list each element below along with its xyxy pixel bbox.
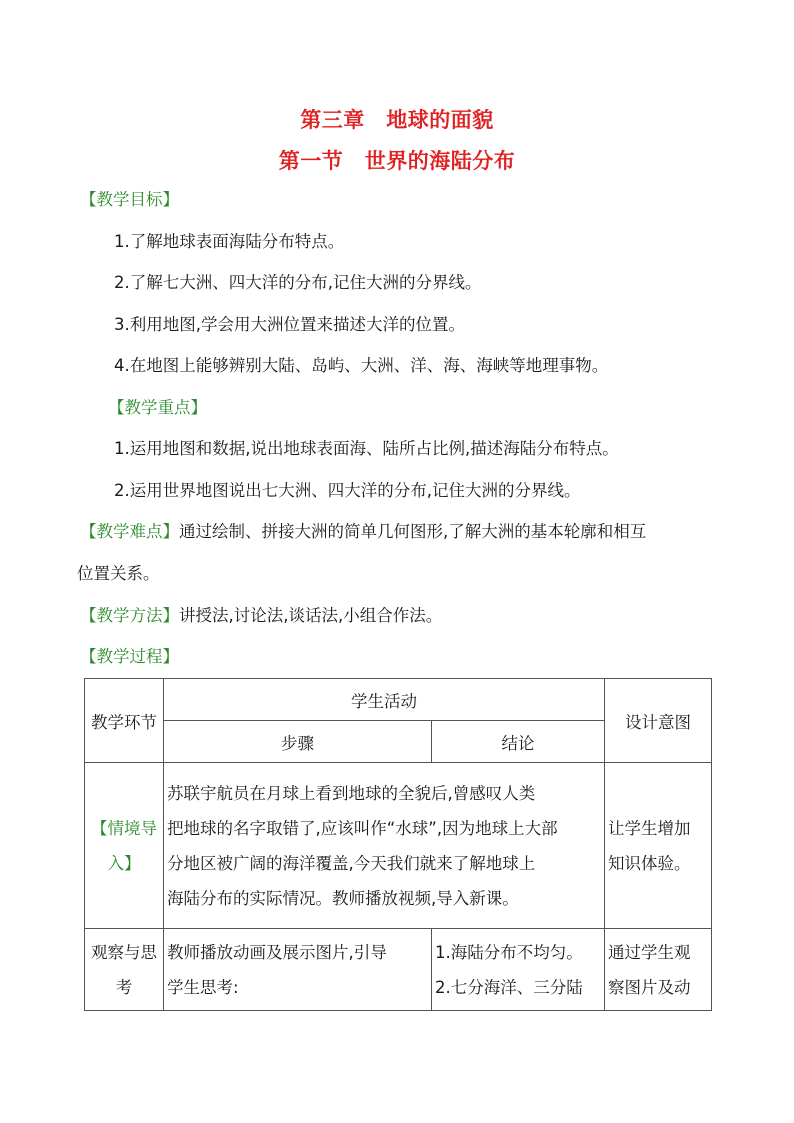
header-design: 设计意图 — [605, 679, 712, 763]
methods-paragraph — [80, 604, 442, 628]
objectives-heading: 【教学目标】 — [80, 190, 179, 209]
steps-cell — [164, 929, 432, 1011]
difficulty-text-line2: 位置关系。 — [77, 564, 160, 583]
objective-item-3: 3.利用地图,学会用大洲位置来描述大洋的位置。 — [114, 315, 465, 334]
header-conclusion: 结论 — [432, 721, 605, 763]
header-steps: 步骤 — [164, 721, 432, 763]
section-title: 第一节 世界的海陆分布 — [278, 149, 516, 173]
stage-cell — [85, 763, 164, 929]
header-activity: 学生活动 — [164, 679, 605, 721]
teaching-process-table — [84, 678, 712, 1011]
design-line: 察图片及动 — [608, 977, 691, 997]
conclusion-cell — [432, 929, 605, 1011]
stage-line: 入】 — [107, 853, 141, 873]
objective-item-2: 2.了解七大洲、四大洋的分布,记住大洲的分界线。 — [114, 273, 482, 292]
steps-line: 苏联宇航员在月球上看到地球的全貌后,曾感叹人类 — [167, 783, 536, 803]
header-stage: 教学环节 — [85, 679, 164, 763]
steps-cell — [164, 763, 605, 929]
design-cell — [605, 929, 712, 1011]
design-line: 通过学生观 — [608, 942, 691, 962]
difficulty-paragraph — [80, 520, 646, 544]
methods-heading: 【教学方法】 — [80, 606, 179, 625]
process-heading: 【教学过程】 — [80, 647, 179, 666]
design-cell — [605, 763, 712, 929]
table-row — [85, 929, 712, 1011]
design-line: 知识体验。 — [608, 853, 691, 873]
steps-line: 教师播放动画及展示图片,引导 — [167, 942, 387, 962]
chapter-title: 第三章 地球的面貌 — [300, 108, 494, 132]
design-line: 让学生增加 — [608, 818, 691, 838]
conclusion-line: 1.海陆分布不均匀。 — [435, 942, 583, 962]
objective-item-1: 1.了解地球表面海陆分布特点。 — [114, 232, 345, 251]
stage-line: 考 — [115, 977, 133, 997]
stage-line: 【情境导 — [91, 818, 157, 838]
key-points-heading: 【教学重点】 — [108, 398, 207, 417]
table-row — [85, 763, 712, 929]
steps-line: 海陆分布的实际情况。教师播放视频,导入新课。 — [167, 888, 519, 908]
steps-line: 分地区被广阔的海洋覆盖,今天我们就来了解地球上 — [167, 853, 536, 873]
difficulty-text-line1: 通过绘制、拼接大洲的简单几何图形,了解大洲的基本轮廓和相互 — [179, 522, 647, 541]
objective-item-4: 4.在地图上能够辨别大陆、岛屿、大洲、洋、海、海峡等地理事物。 — [114, 356, 609, 375]
stage-line: 观察与思 — [91, 942, 157, 962]
difficulty-heading: 【教学难点】 — [80, 522, 179, 541]
stage-cell — [85, 929, 164, 1011]
methods-text: 讲授法,讨论法,谈话法,小组合作法。 — [179, 606, 443, 625]
conclusion-line: 2.七分海洋、三分陆 — [435, 977, 583, 997]
steps-line: 把地球的名字取错了,应该叫作“水球”,因为地球上大部 — [167, 818, 558, 838]
key-point-item-2: 2.运用世界地图说出七大洲、四大洋的分布,记住大洲的分界线。 — [114, 481, 581, 500]
steps-line: 学生思考: — [167, 977, 239, 997]
key-point-item-1: 1.运用地图和数据,说出地球表面海、陆所占比例,描述海陆分布特点。 — [114, 439, 619, 458]
